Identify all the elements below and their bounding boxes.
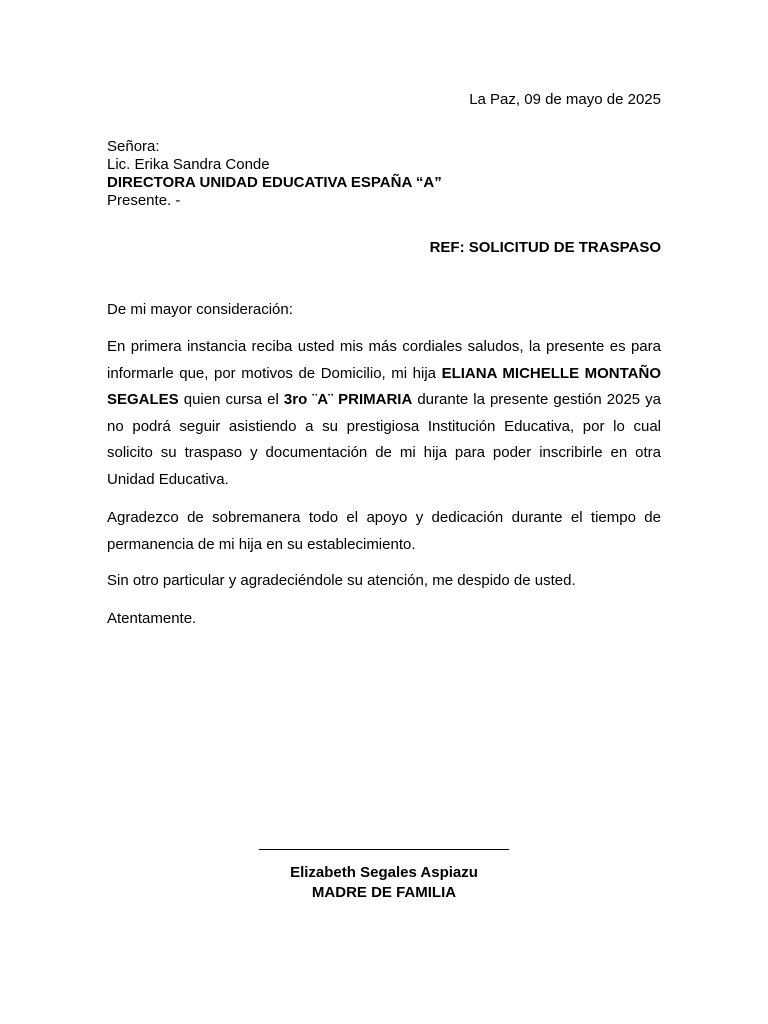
paragraph1-part3: durante la presente gestión 2025 ya no podrá seguir asistiendo a su prestigiosa Institución Educativa, por lo cual solicito su traspaso y documentación de mi hija para poder inscribirle en otra Unidad Educativa. <box>107 391 662 488</box>
reference-line: REF: SOLICITUD DE TRASPASO <box>429 239 661 256</box>
body-paragraph-3: Sin otro particular y agradeciéndole su atención, me despido de usted. <box>107 572 576 589</box>
recipient-position: DIRECTORA UNIDAD EDUCATIVA ESPAÑA “A” <box>107 174 442 191</box>
signature-line <box>259 849 509 850</box>
paragraph1-part2: quien cursa el <box>178 391 284 409</box>
greeting: De mi mayor consideración: <box>107 301 293 318</box>
paragraph1-part1: En primera instancia reciba usted mis más cordiales saludos, la presente es para informarle que, por motivos de Domicilio, mi hija <box>107 338 661 382</box>
body-paragraph-2: Agradezco de sobremanera todo el apoyo y dedicación durante el tiempo de permanencia de mi hija en su establecimiento. <box>107 509 661 553</box>
student-grade: 3ro ¨A¨ PRIMARIA <box>283 391 413 409</box>
student-name: ELIANA MICHELLE MONTAÑO SEGALES <box>107 364 662 409</box>
recipient-presente: Presente. - <box>107 192 181 209</box>
body-paragraph-1 <box>107 334 661 494</box>
letter-date: La Paz, 09 de mayo de 2025 <box>469 91 661 108</box>
signature-block <box>259 840 509 903</box>
recipient-name: Lic. Erika Sandra Conde <box>107 156 270 173</box>
closing: Atentamente. <box>107 610 197 627</box>
recipient-salutation-title: Señora: <box>107 138 160 155</box>
signature-role: MADRE DE FAMILIA <box>311 884 457 901</box>
letter-page <box>107 0 661 1024</box>
signature-name: Elizabeth Segales Aspiazu <box>290 864 478 881</box>
recipient-block <box>107 138 442 210</box>
